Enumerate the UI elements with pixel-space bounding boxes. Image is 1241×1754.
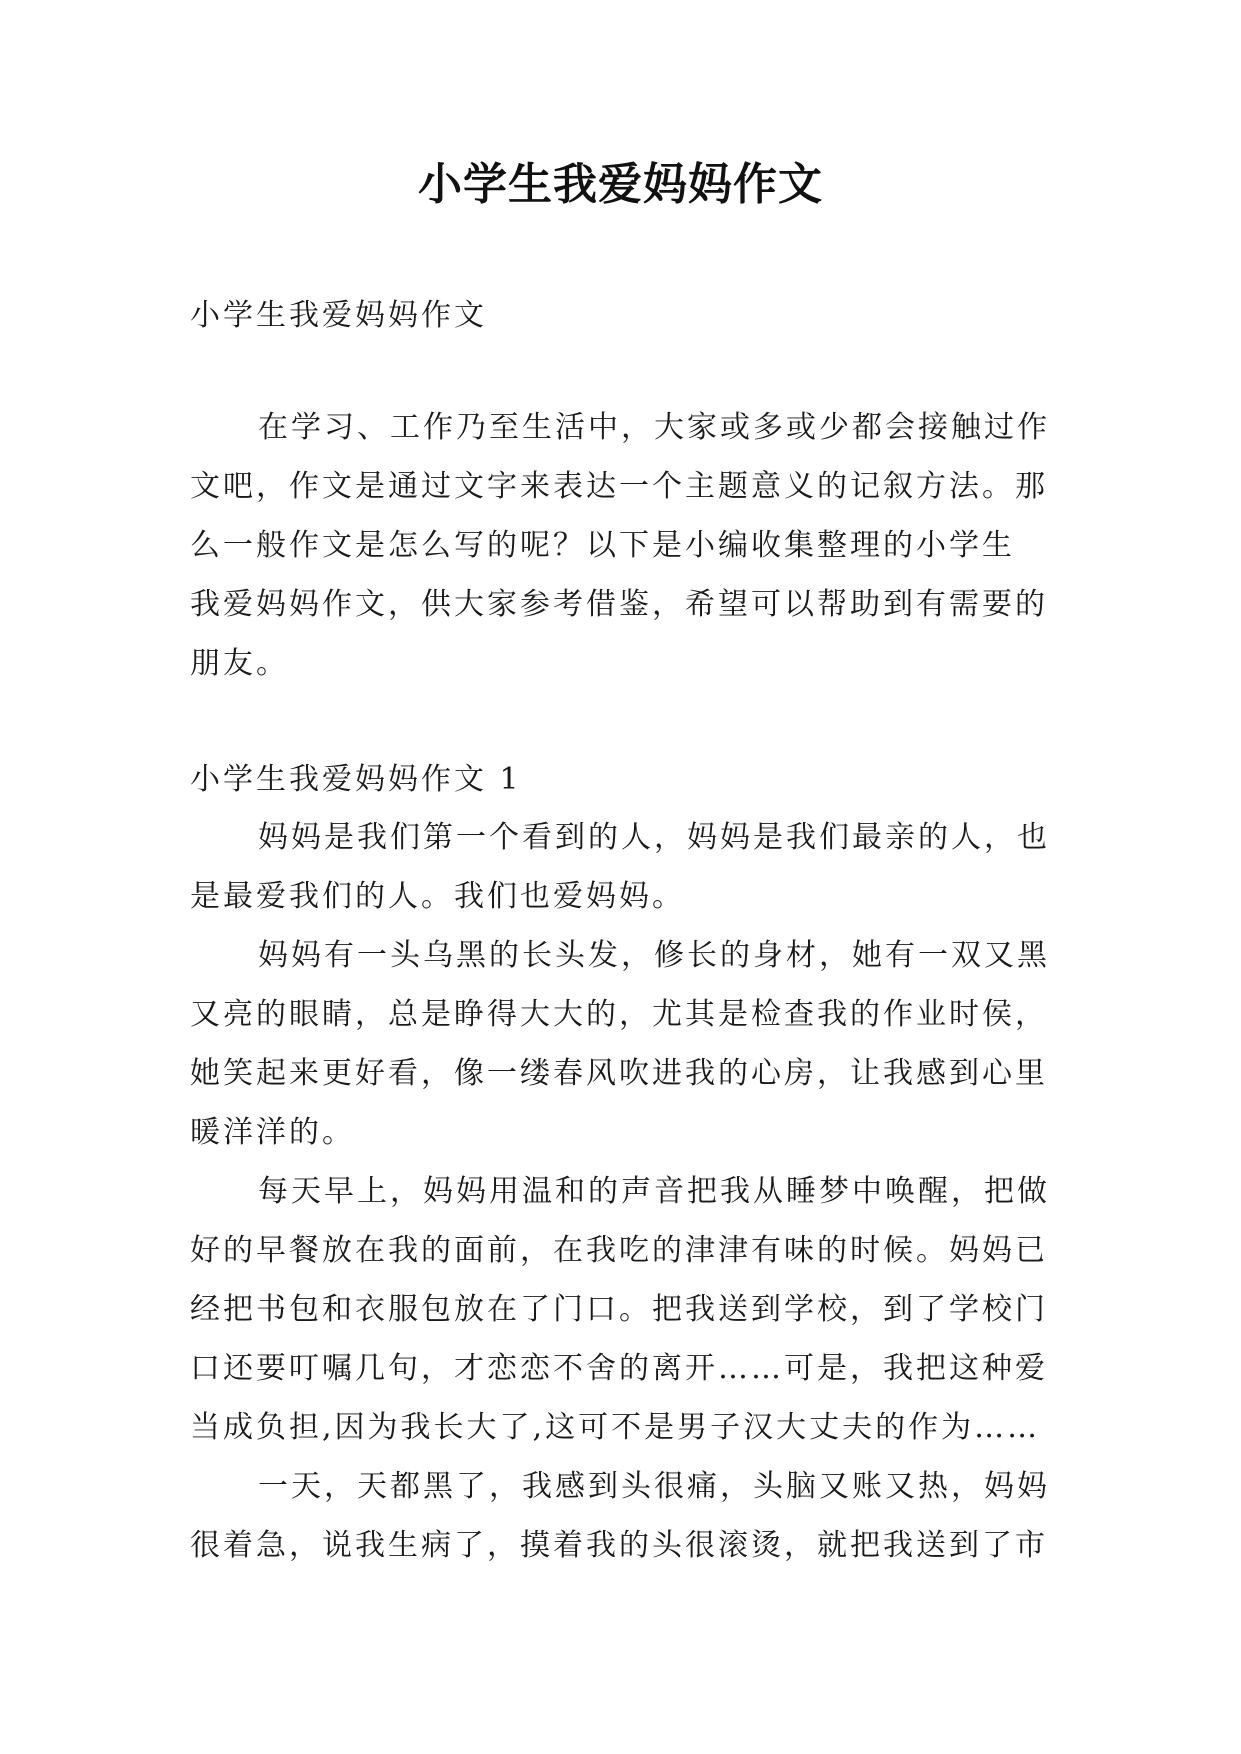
essay-line: 她笑起来更好看，像一缕春风吹进我的心房，让我感到心里 — [190, 1056, 1048, 1091]
intro-line: 在学习、工作乃至生活中，大家或多或少都会接触过作 — [258, 410, 1050, 445]
essay-line: 一天，天都黑了，我感到头很痛，头脑又账又热，妈妈 — [258, 1469, 1050, 1504]
essay-line: 是最爱我们的人。我们也爱妈妈。 — [190, 879, 685, 914]
intro-line: 文吧，作文是通过文字来表达一个主题意义的记叙方法。那 — [190, 469, 1048, 504]
essay-line: 经把书包和衣服包放在了门口。把我送到学校，到了学校门 — [190, 1292, 1048, 1327]
essay-line: 口还要叮嘱几句，才恋恋不舍的离开……可是，我把这种爱 — [190, 1351, 1048, 1386]
intro-line: 我爱妈妈作文，供大家参考借鉴，希望可以帮助到有需要的 — [190, 587, 1048, 622]
essay-line: 好的早餐放在我的面前，在我吃的津津有味的时候。妈妈已 — [190, 1233, 1048, 1268]
document-title: 小学生我爱妈妈作文 — [418, 159, 823, 210]
essay-body — [190, 808, 1050, 1575]
essay-line: 妈妈是我们第一个看到的人，妈妈是我们最亲的人，也 — [258, 820, 1050, 855]
document-subtitle: 小学生我爱妈妈作文 — [190, 298, 487, 333]
intro-paragraph — [190, 398, 1050, 693]
intro-line: 么一般作文是怎么写的呢？以下是小编收集整理的小学生 — [190, 528, 1015, 563]
section-heading: 小学生我爱妈妈作文 1 — [190, 762, 522, 797]
essay-line: 很着急，说我生病了，摸着我的头很滚烫，就把我送到了市 — [190, 1528, 1048, 1563]
essay-line: 当成负担,因为我长大了,这可不是男子汉大丈夫的作为…… — [190, 1410, 1041, 1445]
essay-line: 妈妈有一头乌黑的长头发，修长的身材，她有一双又黑 — [258, 938, 1050, 973]
essay-line: 又亮的眼睛，总是睁得大大的，尤其是检查我的作业时侯， — [190, 997, 1048, 1032]
essay-line: 暖洋洋的。 — [190, 1115, 355, 1150]
essay-line: 每天早上，妈妈用温和的声音把我从睡梦中唤醒，把做 — [258, 1174, 1050, 1209]
intro-line: 朋友。 — [190, 646, 289, 681]
